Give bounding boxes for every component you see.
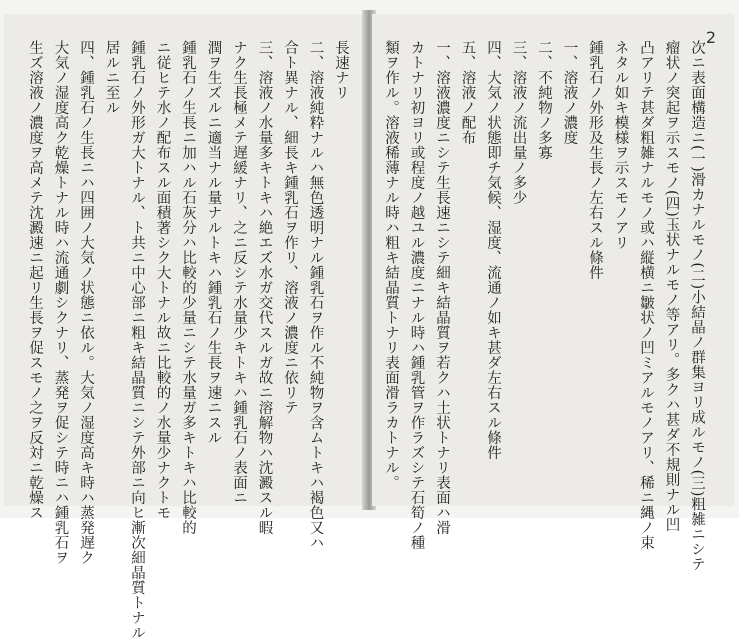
- text-column: 大気ノ湿度高ク乾燥トナル時ハ流通劇シクナリ、蒸発ヲ促シテ時ニハ鍾乳石ヲ: [52, 40, 69, 565]
- text-column: ネタル如キ模様ヲ示スモノアリ: [612, 40, 629, 250]
- text-column: 一、溶液濃度ニシテ生長速ニシテ細キ結晶質ヲ若クハ土状トナリ表面ハ滑: [434, 40, 450, 535]
- text-column: 瘤状ノ突起ヲ示スモノ(四)玉状ナルモノ等アリ。多クハ甚ダ不規則ナル凹: [663, 40, 680, 533]
- text-column: 潤ヲ生ズルニ適当ナル量ナルトキハ鍾乳石ノ生長ヲ速ニスル: [205, 40, 222, 445]
- text-column: ナク生長極メテ遅緩ナリ、之ニ反シテ水量少キトキハ鍾乳石ノ表面ニ: [231, 40, 247, 505]
- left-page: [4, 14, 366, 640]
- text-column: 凸アリテ甚ダ粗雑ナルモノ或ハ縦横ニ皺状ノ凹ミアルモノアリ、稀ニ縄ノ束: [638, 40, 654, 550]
- text-column: 鍾乳石ノ外形及生長ノ左右スル條件: [587, 40, 603, 280]
- text-column: 五、溶液ノ配布: [459, 40, 476, 145]
- page-number: 2: [705, 28, 716, 47]
- text-column: 居ルニ至ル: [103, 40, 120, 115]
- text-column: 二、不純物ノ多寡: [536, 40, 552, 160]
- text-column: 次ニ表面構造ニ(一)滑カナルモノ(二)小結晶ノ群集ヨリ成ルモノ(三)粗雑ニシテ: [689, 40, 705, 572]
- text-column: 三、溶液ノ流出量ノ多少: [510, 40, 527, 205]
- text-column: 鍾乳石ノ外形ガ大トナル、ト共ニ中心部ニ粗キ結晶質ニシテ外部ニ向ヒ漸次細晶質トナル: [129, 40, 145, 640]
- text-column: 生ズ溶液ノ濃度ヲ高メテ沈澱速ニ起リ生長ヲ促スモノ之ヲ反対ニ乾燥ス: [27, 40, 43, 520]
- text-column: 類ヲ作ル。溶液稀薄ナル時ハ粗キ結晶質トナリ表面滑ラカトナル。: [383, 40, 399, 490]
- text-column: 鍾乳石ノ生長ニ加ハル石灰分ハ比較的少量ニシテ水量ガ多キトキハ比較的: [180, 40, 196, 535]
- text-column: 一、溶液ノ濃度: [561, 40, 578, 145]
- text-column: 合ト異ナル、細長キ鍾乳石ヲ作リ、溶液ノ濃度ニ依リテ: [282, 40, 298, 415]
- text-column: ニ従ヒテ水ノ配布スル面積著シク大トナル故ニ比較的ノ水量少ナクトモ: [154, 40, 171, 520]
- text-column: 四、大気ノ状態即チ気候、湿度、流通ノ如キ甚ダ左右スル條件: [485, 40, 501, 460]
- right-page: [372, 14, 734, 572]
- text-column: カトナリ初ヨリ或程度ノ越ユル濃度ニナル時ハ鍾乳管ヲ作ラズシテ石筍ノ種: [408, 40, 425, 550]
- text-column: 三、溶液ノ水量多キトキハ絶エズ水ガ交代スルガ故ニ溶解物ハ沈澱スル暇: [256, 40, 273, 535]
- text-column: 四、鍾乳石ノ生長ニハ四囲ノ大気ノ状態ニ依ル。大気ノ湿度高キ時ハ蒸発遅ク: [78, 40, 94, 565]
- text-column: 長速ナリ: [333, 40, 349, 100]
- text-column: 二、溶液純粋ナルハ無色透明ナル鍾乳石ヲ作ル不純物ヲ含ムトキハ褐色又ハ: [307, 40, 324, 550]
